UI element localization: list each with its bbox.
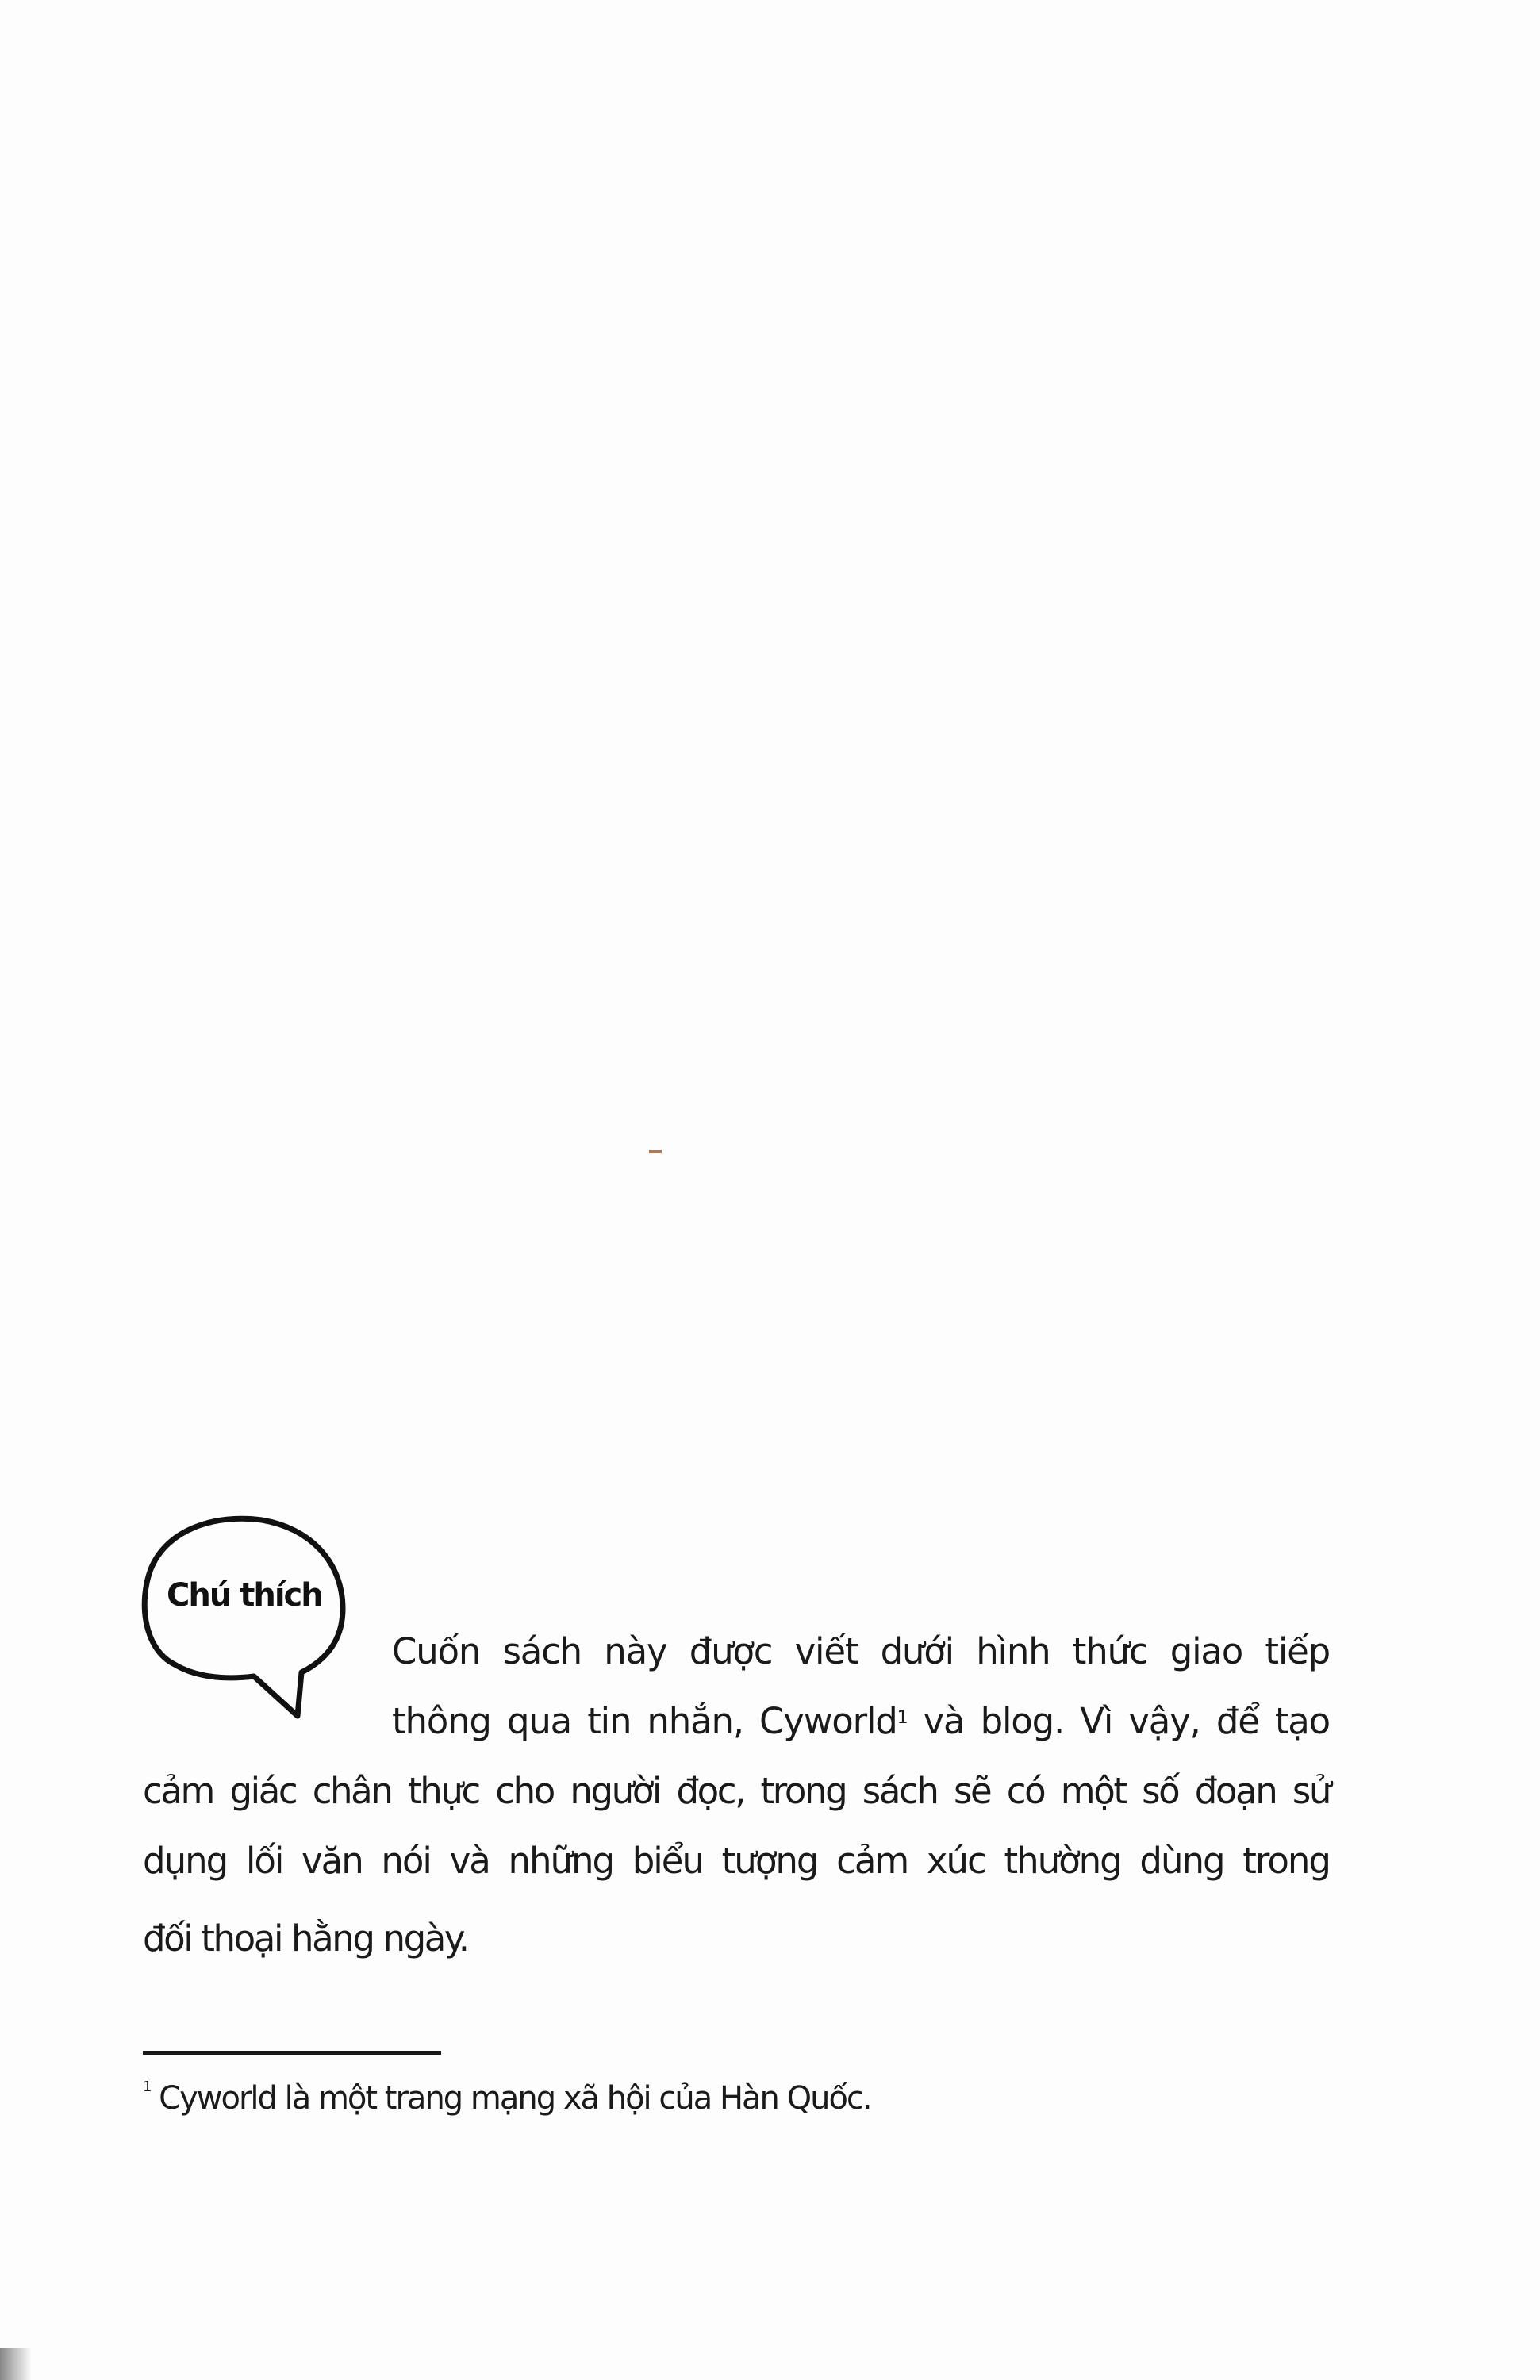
- print-speck: [649, 1150, 662, 1153]
- page-edge-shadow: [0, 2348, 32, 2380]
- note-label: Chú thích: [167, 1577, 322, 1614]
- paragraph-line: [392, 1698, 1330, 1745]
- footnote-marker: 1: [143, 2079, 151, 2095]
- paragraph-line: Cuốn sách này được viết dưới hình thức giao tiếp: [392, 1630, 1330, 1672]
- footnote-text: Cyworld là một trang mạng xã hội của Hàn Quốc.: [159, 2080, 871, 2117]
- footnote-reference: 1: [897, 1708, 908, 1728]
- footnote-divider: [143, 2051, 441, 2055]
- text: thông qua tin nhắn, Cyworld: [392, 1700, 897, 1742]
- paragraph-line: dụng lối văn nói và những biểu tượng cảm xúc thường dùng trong: [143, 1840, 1330, 1882]
- footnote: [143, 2080, 871, 2117]
- paragraph-line: cảm giác chân thực cho người đọc, trong sách sẽ có một số đoạn sử: [143, 1770, 1330, 1812]
- text: và blog. Vì vậy, để tạo: [923, 1700, 1331, 1742]
- paragraph-line: đối thoại hằng ngày.: [143, 1917, 468, 1960]
- speech-bubble-icon: [135, 1514, 349, 1720]
